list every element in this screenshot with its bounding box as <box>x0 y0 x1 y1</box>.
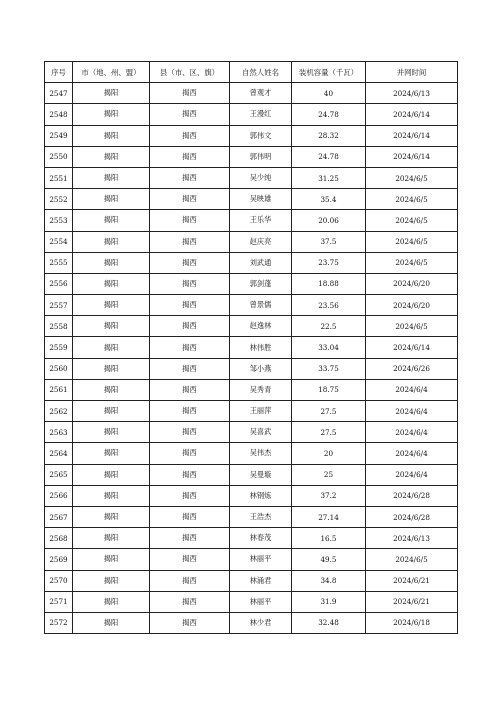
cell-capacity: 34.8 <box>292 570 366 591</box>
table-row <box>45 104 458 125</box>
table-row <box>45 146 458 167</box>
table-row <box>45 570 458 591</box>
cell-city: 揭阳 <box>73 549 150 570</box>
cell-capacity: 27.14 <box>292 506 366 527</box>
table-row <box>45 506 458 527</box>
cell-grid-date: 2024/6/5 <box>366 549 458 570</box>
table-row <box>45 379 458 400</box>
cell-capacity: 27.5 <box>292 401 366 422</box>
cell-capacity: 31.9 <box>292 591 366 612</box>
cell-city: 揭阳 <box>73 252 150 273</box>
cell-serial-number: 2566 <box>45 485 73 506</box>
cell-county: 揭西 <box>150 125 230 146</box>
cell-city: 揭阳 <box>73 591 150 612</box>
cell-grid-date: 2024/6/13 <box>366 83 458 104</box>
cell-serial-number: 2548 <box>45 104 73 125</box>
cell-grid-date: 2024/6/4 <box>366 422 458 443</box>
table-row <box>45 210 458 231</box>
cell-county: 揭西 <box>150 167 230 188</box>
cell-serial-number: 2550 <box>45 146 73 167</box>
cell-city: 揭阳 <box>73 231 150 252</box>
cell-county: 揭西 <box>150 379 230 400</box>
cell-serial-number: 2562 <box>45 401 73 422</box>
table-header-row <box>45 62 458 83</box>
cell-county: 揭西 <box>150 337 230 358</box>
cell-person-name: 郭剑蓬 <box>230 273 292 294</box>
cell-city: 揭阳 <box>73 146 150 167</box>
cell-grid-date: 2024/6/5 <box>366 231 458 252</box>
cell-person-name: 吴映雄 <box>230 189 292 210</box>
cell-grid-date: 2024/6/5 <box>366 316 458 337</box>
cell-person-name: 赵庆亮 <box>230 231 292 252</box>
cell-city: 揭阳 <box>73 464 150 485</box>
cell-grid-date: 2024/6/4 <box>366 401 458 422</box>
cell-county: 揭西 <box>150 83 230 104</box>
cell-capacity: 28.32 <box>292 125 366 146</box>
cell-grid-date: 2024/6/14 <box>366 146 458 167</box>
cell-city: 揭阳 <box>73 125 150 146</box>
table-row <box>45 252 458 273</box>
header-capacity: 装机容量（千瓦） <box>292 62 366 83</box>
cell-capacity: 31.25 <box>292 167 366 188</box>
cell-person-name: 曾观才 <box>230 83 292 104</box>
cell-city: 揭阳 <box>73 104 150 125</box>
cell-capacity: 33.75 <box>292 358 366 379</box>
cell-serial-number: 2551 <box>45 167 73 188</box>
cell-county: 揭西 <box>150 570 230 591</box>
cell-capacity: 18.88 <box>292 273 366 294</box>
cell-capacity: 24.78 <box>292 146 366 167</box>
cell-city: 揭阳 <box>73 401 150 422</box>
cell-person-name: 吴秀青 <box>230 379 292 400</box>
table-row <box>45 612 458 633</box>
cell-serial-number: 2553 <box>45 210 73 231</box>
header-grid-date: 并网时间 <box>366 62 458 83</box>
cell-person-name: 林伟胜 <box>230 337 292 358</box>
cell-capacity: 23.56 <box>292 295 366 316</box>
table-row <box>45 337 458 358</box>
cell-city: 揭阳 <box>73 167 150 188</box>
cell-serial-number: 2569 <box>45 549 73 570</box>
cell-grid-date: 2024/6/20 <box>366 273 458 294</box>
cell-county: 揭西 <box>150 549 230 570</box>
cell-county: 揭西 <box>150 422 230 443</box>
cell-capacity: 49.5 <box>292 549 366 570</box>
cell-city: 揭阳 <box>73 485 150 506</box>
cell-person-name: 林丽平 <box>230 591 292 612</box>
cell-grid-date: 2024/6/21 <box>366 570 458 591</box>
cell-capacity: 22.5 <box>292 316 366 337</box>
cell-city: 揭阳 <box>73 295 150 316</box>
cell-grid-date: 2024/6/5 <box>366 167 458 188</box>
table-row <box>45 125 458 146</box>
cell-person-name: 邹小燕 <box>230 358 292 379</box>
table-row <box>45 401 458 422</box>
cell-city: 揭阳 <box>73 612 150 633</box>
table-body <box>45 83 458 634</box>
table-row <box>45 485 458 506</box>
cell-person-name: 曾景儒 <box>230 295 292 316</box>
header-serial-number: 序号 <box>45 62 73 83</box>
cell-city: 揭阳 <box>73 273 150 294</box>
cell-serial-number: 2547 <box>45 83 73 104</box>
cell-serial-number: 2549 <box>45 125 73 146</box>
cell-serial-number: 2568 <box>45 528 73 549</box>
cell-serial-number: 2563 <box>45 422 73 443</box>
table-row <box>45 316 458 337</box>
cell-person-name: 刘武通 <box>230 252 292 273</box>
cell-city: 揭阳 <box>73 337 150 358</box>
cell-county: 揭西 <box>150 612 230 633</box>
cell-capacity: 40 <box>292 83 366 104</box>
cell-county: 揭西 <box>150 464 230 485</box>
cell-grid-date: 2024/6/28 <box>366 485 458 506</box>
cell-grid-date: 2024/6/5 <box>366 252 458 273</box>
cell-city: 揭阳 <box>73 528 150 549</box>
table-row <box>45 528 458 549</box>
header-city: 市（地、州、盟） <box>73 62 150 83</box>
cell-county: 揭西 <box>150 295 230 316</box>
cell-serial-number: 2555 <box>45 252 73 273</box>
cell-serial-number: 2561 <box>45 379 73 400</box>
table-row <box>45 273 458 294</box>
table-row <box>45 422 458 443</box>
cell-person-name: 王丽萍 <box>230 401 292 422</box>
cell-city: 揭阳 <box>73 506 150 527</box>
cell-serial-number: 2571 <box>45 591 73 612</box>
cell-serial-number: 2572 <box>45 612 73 633</box>
cell-capacity: 16.5 <box>292 528 366 549</box>
cell-serial-number: 2557 <box>45 295 73 316</box>
header-person-name: 自然人姓名 <box>230 62 292 83</box>
cell-person-name: 林少君 <box>230 612 292 633</box>
cell-grid-date: 2024/6/5 <box>366 210 458 231</box>
cell-capacity: 24.78 <box>292 104 366 125</box>
cell-person-name: 王漫红 <box>230 104 292 125</box>
cell-serial-number: 2552 <box>45 189 73 210</box>
cell-grid-date: 2024/6/4 <box>366 443 458 464</box>
cell-grid-date: 2024/6/21 <box>366 591 458 612</box>
table-row <box>45 189 458 210</box>
cell-serial-number: 2567 <box>45 506 73 527</box>
cell-city: 揭阳 <box>73 443 150 464</box>
cell-county: 揭西 <box>150 316 230 337</box>
cell-city: 揭阳 <box>73 422 150 443</box>
cell-county: 揭西 <box>150 401 230 422</box>
cell-capacity: 18.75 <box>292 379 366 400</box>
cell-capacity: 33.04 <box>292 337 366 358</box>
cell-person-name: 林丽平 <box>230 549 292 570</box>
cell-county: 揭西 <box>150 210 230 231</box>
cell-county: 揭西 <box>150 189 230 210</box>
cell-grid-date: 2024/6/14 <box>366 104 458 125</box>
cell-county: 揭西 <box>150 528 230 549</box>
cell-city: 揭阳 <box>73 570 150 591</box>
cell-serial-number: 2564 <box>45 443 73 464</box>
cell-person-name: 郭伟明 <box>230 146 292 167</box>
cell-serial-number: 2558 <box>45 316 73 337</box>
cell-capacity: 20 <box>292 443 366 464</box>
cell-person-name: 林钢炼 <box>230 485 292 506</box>
cell-city: 揭阳 <box>73 189 150 210</box>
cell-grid-date: 2024/6/14 <box>366 337 458 358</box>
cell-county: 揭西 <box>150 273 230 294</box>
cell-person-name: 郭伟文 <box>230 125 292 146</box>
cell-capacity: 27.5 <box>292 422 366 443</box>
cell-capacity: 37.2 <box>292 485 366 506</box>
cell-capacity: 23.75 <box>292 252 366 273</box>
cell-grid-date: 2024/6/4 <box>366 379 458 400</box>
cell-county: 揭西 <box>150 358 230 379</box>
cell-county: 揭西 <box>150 146 230 167</box>
table-row <box>45 443 458 464</box>
cell-grid-date: 2024/6/14 <box>366 125 458 146</box>
table-row <box>45 231 458 252</box>
header-county: 县（市、区、旗） <box>150 62 230 83</box>
cell-person-name: 林春茂 <box>230 528 292 549</box>
cell-county: 揭西 <box>150 104 230 125</box>
cell-county: 揭西 <box>150 591 230 612</box>
cell-capacity: 37.5 <box>292 231 366 252</box>
cell-capacity: 32.48 <box>292 612 366 633</box>
cell-person-name: 王浩杰 <box>230 506 292 527</box>
cell-county: 揭西 <box>150 443 230 464</box>
table-row <box>45 358 458 379</box>
cell-capacity: 35.4 <box>292 189 366 210</box>
cell-serial-number: 2554 <box>45 231 73 252</box>
cell-city: 揭阳 <box>73 379 150 400</box>
cell-grid-date: 2024/6/20 <box>366 295 458 316</box>
cell-grid-date: 2024/6/18 <box>366 612 458 633</box>
pv-registry-table <box>44 61 458 634</box>
table-row <box>45 591 458 612</box>
cell-person-name: 王乐华 <box>230 210 292 231</box>
cell-serial-number: 2559 <box>45 337 73 358</box>
cell-county: 揭西 <box>150 231 230 252</box>
cell-person-name: 吴伟杰 <box>230 443 292 464</box>
cell-capacity: 20.06 <box>292 210 366 231</box>
cell-serial-number: 2570 <box>45 570 73 591</box>
cell-person-name: 赵逸林 <box>230 316 292 337</box>
cell-county: 揭西 <box>150 506 230 527</box>
table-row <box>45 464 458 485</box>
table-row <box>45 549 458 570</box>
cell-city: 揭阳 <box>73 83 150 104</box>
cell-grid-date: 2024/6/28 <box>366 506 458 527</box>
cell-grid-date: 2024/6/5 <box>366 189 458 210</box>
cell-serial-number: 2556 <box>45 273 73 294</box>
cell-person-name: 吴少纯 <box>230 167 292 188</box>
cell-person-name: 吴喜武 <box>230 422 292 443</box>
cell-grid-date: 2024/6/26 <box>366 358 458 379</box>
cell-person-name: 吴曼璇 <box>230 464 292 485</box>
cell-county: 揭西 <box>150 485 230 506</box>
cell-grid-date: 2024/6/13 <box>366 528 458 549</box>
cell-city: 揭阳 <box>73 210 150 231</box>
cell-serial-number: 2560 <box>45 358 73 379</box>
table-row <box>45 83 458 104</box>
table-row <box>45 167 458 188</box>
cell-grid-date: 2024/6/4 <box>366 464 458 485</box>
cell-capacity: 25 <box>292 464 366 485</box>
cell-county: 揭西 <box>150 252 230 273</box>
cell-city: 揭阳 <box>73 316 150 337</box>
cell-city: 揭阳 <box>73 358 150 379</box>
cell-serial-number: 2565 <box>45 464 73 485</box>
cell-person-name: 林涌君 <box>230 570 292 591</box>
table-row <box>45 295 458 316</box>
